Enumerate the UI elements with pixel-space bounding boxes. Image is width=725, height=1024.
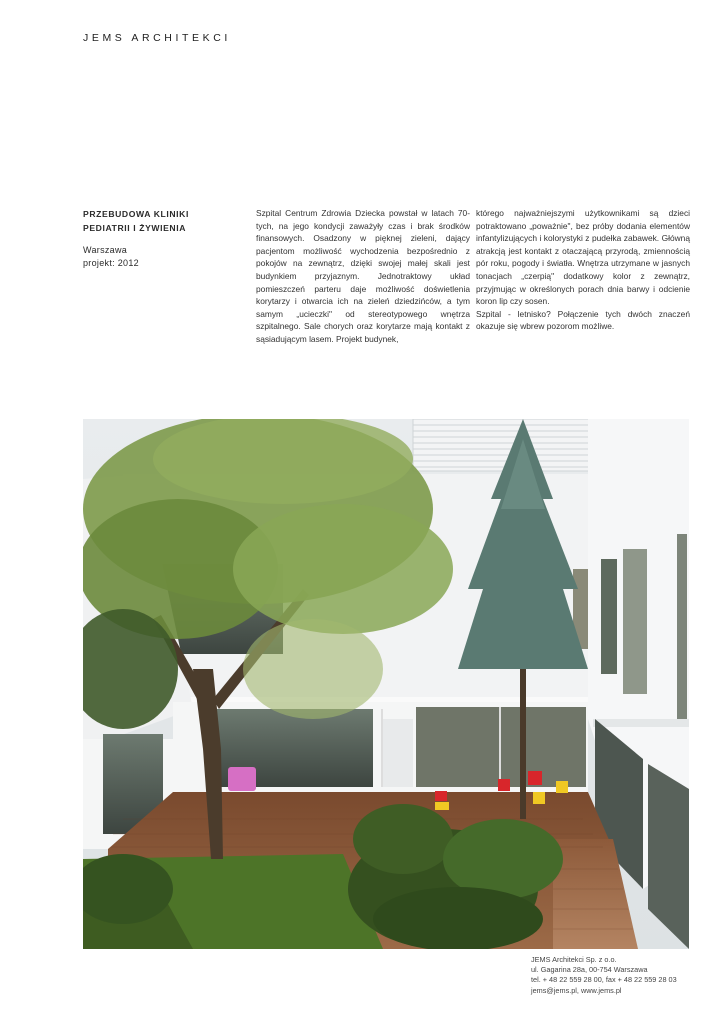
description-paragraph-1: Szpital Centrum Zdrowia Dziecka powstał w latach 70-tych, na jego kondycji zaważyły czas i brak środków finansowych. Osadzony w pięknej zieleni, dający pacjentom możliwość wychodzenia bezpośrednio z pokojów na zewnątrz, dzięki swojej małej skali jest budynkiem przyjaznym. Jednotraktowy układ pomieszczeń parteru daje możliwość doświetlenia korytarzy i otwarcia ich na zieleń dziedzińców, a tym samym „ucieczki" od stereotypowego wnętrza szpitalnego. Sale chorych oraz korytarze mają kontakt z sąsiadującym lasem. Projekt budynek,: [256, 208, 470, 344]
footer-contact: [531, 955, 677, 996]
project-meta: [83, 244, 139, 270]
description-column-2: [476, 207, 690, 333]
right-window-1: [601, 559, 617, 674]
footer-address: ul. Gagarina 28a, 00-754 Warszawa: [531, 965, 648, 975]
project-title-line-2: PEDIATRII I ŻYWIENIA: [83, 223, 187, 233]
project-year: projekt: 2012: [83, 258, 139, 268]
chair-yellow-2: [556, 781, 568, 793]
footer-phone: tel. + 48 22 559 28 00, fax + 48 22 559 28 03: [531, 975, 677, 985]
chair-yellow-3: [435, 802, 449, 810]
description-paragraph-2: którego najważniejszymi użytkownikami są dzieci potraktowano „poważnie", bez próby dodania elementów infantylizujących i kolorystyki z pudełka zabawek. Główną atrakcją jest kontakt z otaczającą przyrodą, zmiennością pór roku, pogody i światła. Wnętrza utrzymane w jasnych tonacjach „czerpią" dodatkowy kolor z zewnątrz, przyjmując w określonych porach dnia barwy i odcienie koron lip czy sosen.: [476, 208, 690, 307]
chair-yellow-1: [533, 792, 545, 804]
door: [383, 719, 413, 787]
chair-red-3: [528, 771, 542, 785]
chair-red-2: [498, 779, 510, 791]
description-paragraph-3: Szpital - letnisko? Połączenie tych dwóch znaczeń okazuje się wbrew pozorom możliwe.: [476, 308, 690, 332]
description-column-1: [256, 207, 470, 346]
project-city: Warszawa: [83, 245, 128, 255]
project-title: [83, 207, 243, 235]
right-window-3: [677, 534, 687, 719]
brand-name: JEMS ARCHITEKCI: [83, 32, 231, 44]
chair-pink: [228, 767, 256, 791]
footer-web: jems@jems.pl, www.jems.pl: [531, 985, 622, 995]
project-title-line-1: PRZEBUDOWA KLINIKI: [83, 209, 189, 219]
chair-red-1: [435, 791, 447, 801]
right-window-2: [623, 549, 647, 694]
courtyard-photo: [83, 419, 689, 949]
footer-company: JEMS Architekci Sp. z o.o.: [531, 955, 617, 964]
